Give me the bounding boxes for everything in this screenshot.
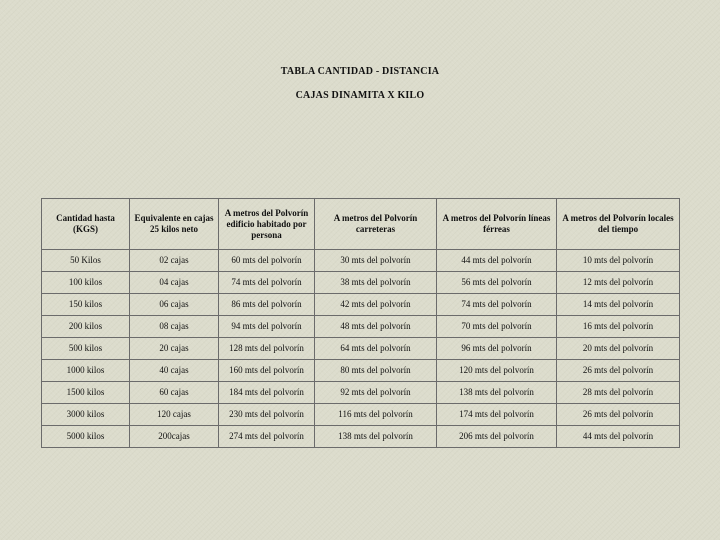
table-cell: 138 mts del polvorín [315,426,437,448]
table-row [42,250,680,272]
table-cell: 184 mts del polvorín [219,382,315,404]
header-cell: A metros del Polvorín carreteras [315,199,437,250]
distance-table [41,198,680,448]
table-cell: 74 mts del polvorín [437,294,557,316]
table-header-row [42,199,680,250]
table-cell: 20 cajas [130,338,219,360]
table-cell: 44 mts del polvorín [437,250,557,272]
table-row [42,426,680,448]
table-cell: 174 mts del polvorín [437,404,557,426]
table-cell: 08 cajas [130,316,219,338]
header-cell: A metros del Polvorín locales del tiempo [557,199,680,250]
table-cell: 200 kilos [42,316,130,338]
table-cell: 116 mts del polvorín [315,404,437,426]
table-cell: 5000 kilos [42,426,130,448]
table-cell: 94 mts del polvorín [219,316,315,338]
table-cell: 42 mts del polvorín [315,294,437,316]
table-cell: 3000 kilos [42,404,130,426]
table-cell: 1500 kilos [42,382,130,404]
table-row [42,338,680,360]
table-cell: 30 mts del polvorín [315,250,437,272]
table-row [42,382,680,404]
table-cell: 12 mts del polvorín [557,272,680,294]
table-cell: 200cajas [130,426,219,448]
table-cell: 04 cajas [130,272,219,294]
table-cell: 50 Kilos [42,250,130,272]
table-cell: 02 cajas [130,250,219,272]
table-cell: 10 mts del polvorín [557,250,680,272]
table-cell: 64 mts del polvorín [315,338,437,360]
table-cell: 48 mts del polvorín [315,316,437,338]
table-cell: 120 cajas [130,404,219,426]
table-row [42,272,680,294]
table-cell: 138 mts del polvorín [437,382,557,404]
table-cell: 86 mts del polvorín [219,294,315,316]
table-cell: 60 mts del polvorín [219,250,315,272]
table-cell: 74 mts del polvorín [219,272,315,294]
table-cell: 28 mts del polvorín [557,382,680,404]
table-row [42,294,680,316]
table-cell: 100 kilos [42,272,130,294]
table-cell: 40 cajas [130,360,219,382]
table-row [42,316,680,338]
table-cell: 92 mts del polvorín [315,382,437,404]
header-cell: Cantidad hasta (KGS) [42,199,130,250]
table-cell: 16 mts del polvorín [557,316,680,338]
table-cell: 128 mts del polvorín [219,338,315,360]
table-cell: 60 cajas [130,382,219,404]
table-cell: 26 mts del polvorín [557,404,680,426]
header-cell: A metros del Polvorín líneas férreas [437,199,557,250]
table-cell: 160 mts del polvorín [219,360,315,382]
table-row [42,360,680,382]
table-cell: 274 mts del polvorín [219,426,315,448]
table-cell: 96 mts del polvorín [437,338,557,360]
page-subtitle: CAJAS DINAMITA X KILO [295,90,425,101]
table-cell: 38 mts del polvorín [315,272,437,294]
table-cell: 1000 kilos [42,360,130,382]
table-cell: 26 mts del polvorín [557,360,680,382]
table-cell: 206 mts del polvorín [437,426,557,448]
table-cell: 14 mts del polvorín [557,294,680,316]
table-cell: 20 mts del polvorín [557,338,680,360]
table-row [42,404,680,426]
table-cell: 06 cajas [130,294,219,316]
table-cell: 120 mts del polvorín [437,360,557,382]
table-cell: 44 mts del polvorín [557,426,680,448]
table-cell: 500 kilos [42,338,130,360]
table-cell: 230 mts del polvorín [219,404,315,426]
table-cell: 56 mts del polvorín [437,272,557,294]
page-title: TABLA CANTIDAD - DISTANCIA [280,66,440,77]
table-cell: 70 mts del polvorín [437,316,557,338]
header-cell: Equivalente en cajas 25 kilos neto [130,199,219,250]
table-cell: 80 mts del polvorín [315,360,437,382]
table-cell: 150 kilos [42,294,130,316]
header-cell: A metros del Polvorín edificio habitado por persona [219,199,315,250]
